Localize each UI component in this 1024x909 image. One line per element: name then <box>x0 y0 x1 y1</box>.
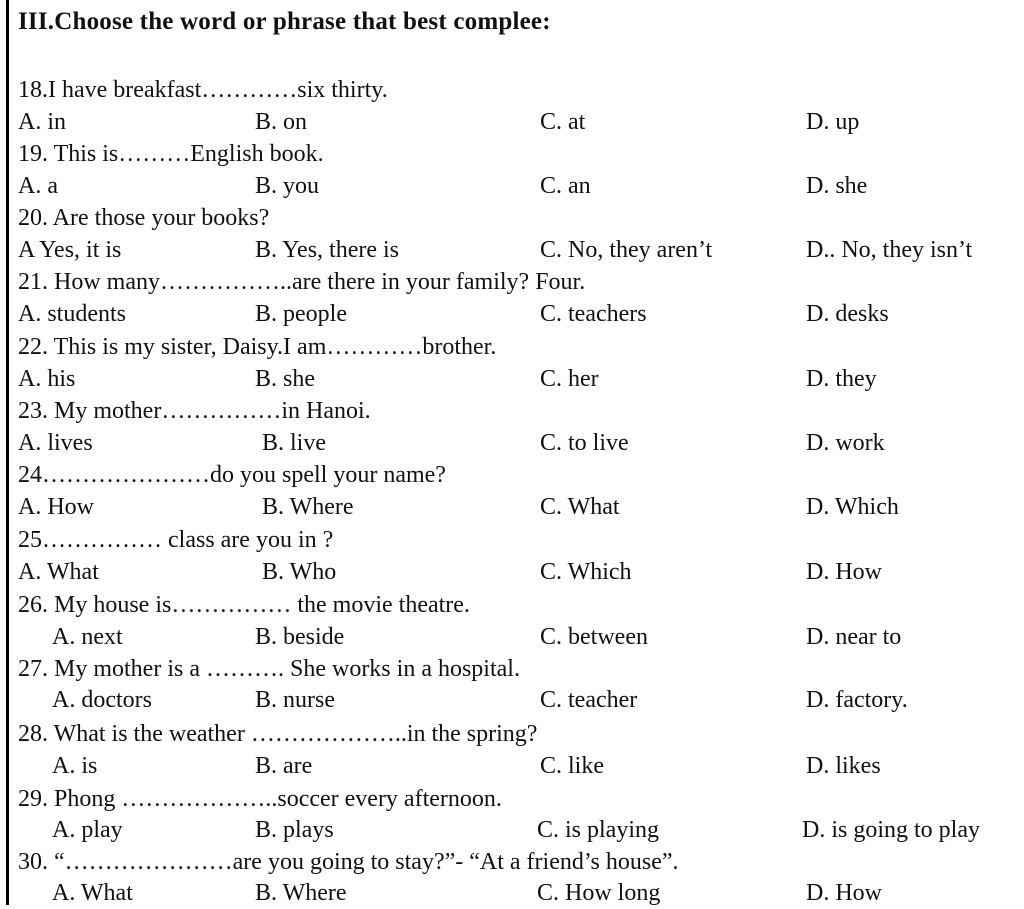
option-b[interactable]: B. Where <box>255 880 347 906</box>
question-24: 24…………………do you spell your name? <box>18 462 446 488</box>
options-23 <box>0 427 1024 459</box>
option-d[interactable]: D.. No, they isn’t <box>806 237 973 263</box>
question-28: 28. What is the weather ………………..in the spring? <box>18 721 538 747</box>
option-d[interactable]: D. they <box>806 366 877 392</box>
option-a[interactable]: A. in <box>18 109 66 135</box>
option-c[interactable]: C. between <box>540 624 648 650</box>
question-22: 22. This is my sister, Daisy.I am…………brother. <box>18 334 497 360</box>
options-21 <box>0 298 1024 330</box>
option-c[interactable]: C. like <box>540 753 604 779</box>
option-d[interactable]: D. likes <box>806 753 881 779</box>
question-19: 19. This is………English book. <box>18 141 324 167</box>
option-a[interactable]: A. What <box>52 880 133 906</box>
option-c[interactable]: C. How long <box>537 880 661 906</box>
option-d[interactable]: D. How <box>806 559 882 585</box>
options-26 <box>0 621 1024 653</box>
option-b[interactable]: B. you <box>255 173 320 199</box>
option-a[interactable]: A Yes, it is <box>18 237 122 263</box>
option-a[interactable]: A. next <box>52 624 123 650</box>
option-b[interactable]: B. on <box>255 109 308 135</box>
option-b[interactable]: B. Yes, there is <box>255 237 400 263</box>
option-d[interactable]: D. Which <box>806 494 899 520</box>
option-a[interactable]: A. What <box>18 559 99 585</box>
question-29: 29. Phong ………………..soccer every afternoon. <box>18 786 502 812</box>
option-c[interactable]: C. No, they aren’t <box>540 237 713 263</box>
option-c[interactable]: C. at <box>540 109 586 135</box>
option-a[interactable]: A. students <box>18 301 126 327</box>
option-b[interactable]: B. she <box>255 366 315 392</box>
option-b[interactable]: B. Where <box>262 494 354 520</box>
option-c[interactable]: C. Which <box>540 559 632 585</box>
option-a[interactable]: A. is <box>52 753 98 779</box>
option-c[interactable]: C. to live <box>540 430 629 456</box>
question-21: 21. How many……………..are there in your family? Four. <box>18 269 586 295</box>
options-30 <box>0 877 1024 909</box>
options-18 <box>0 106 1024 138</box>
option-b[interactable]: B. are <box>255 753 313 779</box>
option-a[interactable]: A. his <box>18 366 76 392</box>
option-d[interactable]: D. she <box>806 173 868 199</box>
options-29 <box>0 814 1024 846</box>
option-a[interactable]: A. a <box>18 173 58 199</box>
option-c[interactable]: C. an <box>540 173 591 199</box>
options-25 <box>0 556 1024 588</box>
options-20 <box>0 234 1024 266</box>
option-c[interactable]: C. her <box>540 366 599 392</box>
options-27 <box>0 684 1024 716</box>
option-c[interactable]: C. is playing <box>537 817 660 843</box>
options-19 <box>0 170 1024 202</box>
question-26: 26. My house is…………… the movie theatre. <box>18 592 470 618</box>
options-22 <box>0 363 1024 395</box>
option-c[interactable]: C. teacher <box>540 687 638 713</box>
option-d[interactable]: D. How <box>806 880 882 906</box>
section-title: III.Choose the word or phrase that best complee: <box>18 8 551 35</box>
option-d[interactable]: D. near to <box>806 624 902 650</box>
question-27: 27. My mother is a ………. She works in a hospital. <box>18 656 520 682</box>
option-b[interactable]: B. Who <box>262 559 337 585</box>
option-c[interactable]: C. teachers <box>540 301 647 327</box>
option-d[interactable]: D. work <box>806 430 885 456</box>
option-d[interactable]: D. factory. <box>806 687 908 713</box>
option-a[interactable]: A. doctors <box>52 687 152 713</box>
option-a[interactable]: A. lives <box>18 430 93 456</box>
option-d[interactable]: D. up <box>806 109 860 135</box>
option-b[interactable]: B. people <box>255 301 347 327</box>
option-c[interactable]: C. What <box>540 494 620 520</box>
question-18: 18.I have breakfast…………six thirty. <box>18 77 388 103</box>
option-d[interactable]: D. desks <box>806 301 889 327</box>
question-20: 20. Are those your books? <box>18 205 270 231</box>
option-a[interactable]: A. play <box>52 817 123 843</box>
option-d[interactable]: D. is going to play <box>802 817 980 843</box>
option-b[interactable]: B. plays <box>255 817 334 843</box>
question-25: 25…………… class are you in ? <box>18 527 334 553</box>
question-30: 30. “…………………are you going to stay?”- “At a friend’s house”. <box>18 849 679 875</box>
question-23: 23. My mother……………in Hanoi. <box>18 398 371 424</box>
option-a[interactable]: A. How <box>18 494 94 520</box>
options-24 <box>0 491 1024 523</box>
option-b[interactable]: B. beside <box>255 624 345 650</box>
option-b[interactable]: B. live <box>262 430 326 456</box>
options-28 <box>0 750 1024 782</box>
option-b[interactable]: B. nurse <box>255 687 335 713</box>
